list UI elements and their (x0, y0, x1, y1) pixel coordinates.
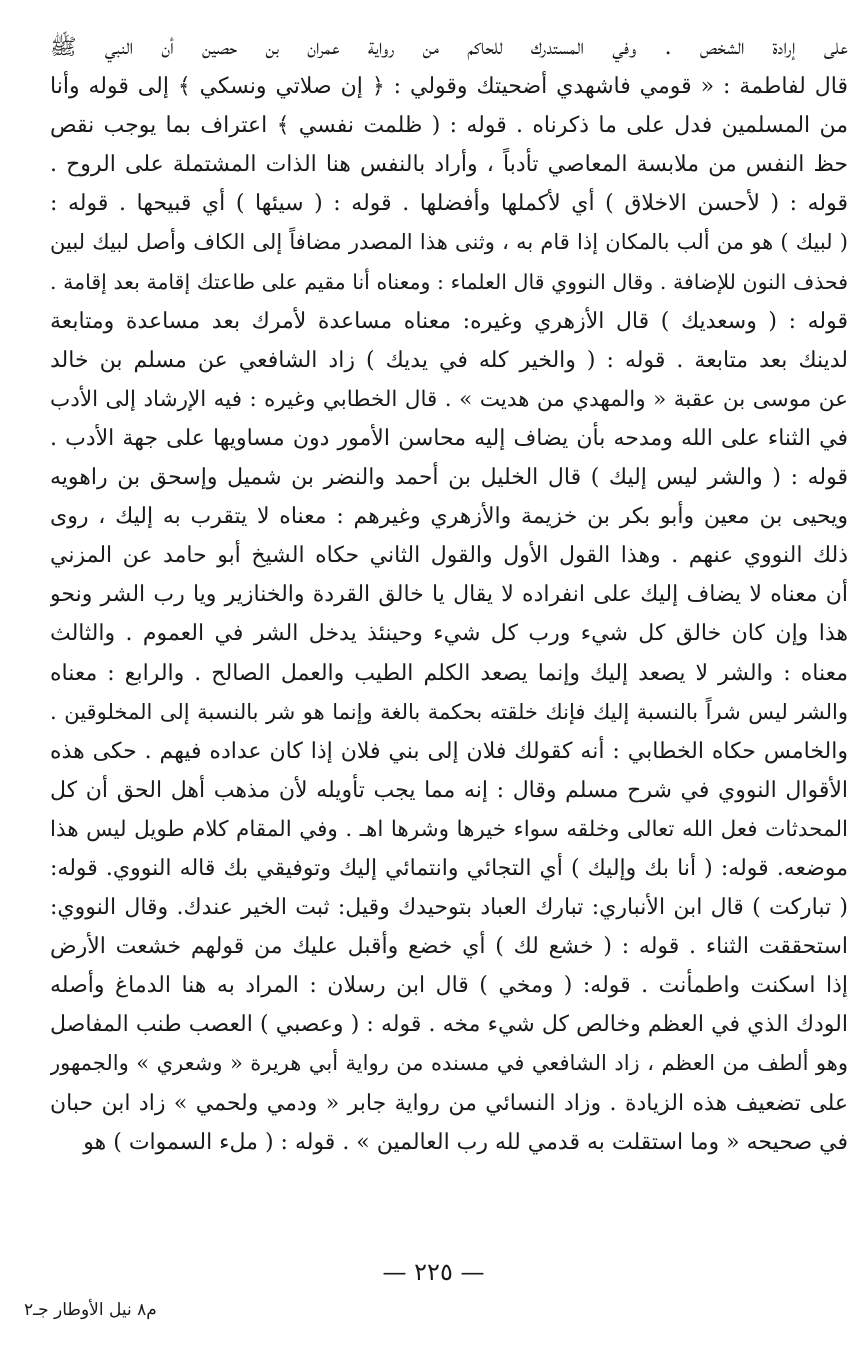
text-line: فحذف النون للإضافة . وقال النووي قال العلماء : ومعناه أنا مقيم على طاعتك إقامة بعد إقامة . (50, 269, 848, 294)
text-line: قال لفاطمة : « قومي فاشهدي أضحيتك وقولي : ﴿ إن صلاتي ونسكي ﴾ إلى قوله وأنا (50, 74, 848, 100)
text-line: قوله : ( وسعديك ) قال الأزهري وغيره: معناه مساعدة لأمرك بعد مساعدة ومتابعة (50, 308, 848, 334)
text-line: ( تباركت ) قال ابن الأنباري: تبارك العباد بتوحيدك وقيل: ثبت الخير عندك. وقال النووي: (50, 895, 848, 921)
text-line: الودك الذي في العظم وخالص كل شيء مخه . قوله : ( وعصبي ) العصب طنب المفاصل (50, 1012, 848, 1038)
text-line: ويحيى بن معين وأبو بكر بن خزيمة والأزهري وغيرهم : معناه لا يتقرب به إليك ، روى (50, 504, 848, 530)
text-line: حظ النفس من ملابسة المعاصي تأدباً ، وأراد بالنفس هنا الذات المشتملة على الروح . (50, 152, 848, 178)
text-line: ذلك النووي عنهم . وهذا القول الأول والقول الثاني حكاه الشيخ أبو حامد عن المزني (50, 543, 848, 569)
footer-note: م٨ نيل الأوطار جـ٢ (24, 1300, 157, 1320)
text-line: وهو ألطف من العظم ، زاد الشافعي في مسنده من رواية أبي هريرة « وشعري » والجمهور (50, 1051, 848, 1076)
text-line: أن معناه لا يضاف إليك على انفراده لا يقال يا خالق القردة والخنازير ويا رب الشر ونحو (50, 582, 848, 608)
text-line: على تضعيف هذه الزيادة . وزاد النسائي من رواية جابر « ودمي ولحمي » زاد ابن حبان (50, 1090, 848, 1116)
text-line: في الثناء على الله ومدحه بأن يضاف إليه محاسن الأمور دون مساويها على جهة الأدب . (50, 425, 848, 451)
text-line: ( لبيك ) هو من ألب بالمكان إذا قام به ، وثنى هذا المصدر مضافاً إلى الكاف وأصل لبيك لبين (50, 230, 848, 255)
text-line: من المسلمين فدل على ما ذكرناه . قوله : ( ظلمت نفسي ﴾ اعتراف بما يوجب نقص (50, 113, 848, 139)
text-line: قوله : ( والشر ليس إليك ) قال الخليل بن أحمد والنضر بن شميل وإسحق بن راهويه (50, 465, 848, 491)
text-line: والشر ليس شراً بالنسبة إليك فإنك خلقته بحكمة بالغة وإنما هو شر بالنسبة إلى المخلوقين . (50, 699, 848, 724)
text-line: استحققت الثناء . قوله : ( خشع لك ) أي خضع وأقبل عليك من قولهم خشعت الأرض (50, 934, 848, 960)
body-text (50, 28, 848, 1162)
text-line: موضعه. قوله: ( أنا بك وإليك ) أي التجائي وانتمائي إليك وتوفيقي بك قاله النووي. قوله: (50, 855, 848, 881)
text-line: قوله : ( لأحسن الاخلاق ) أي لأكملها وأفضلها . قوله : ( سيئها ) أي قبيحها . قوله : (50, 191, 848, 217)
text-line: هذا وإن كان خالق كل شيء ورب كل شيء وحينئذ يدخل الشر في العموم . والثالث (50, 621, 848, 647)
page-number: — ٢٢٥ — (382, 1258, 485, 1286)
text-line: معناه : والشر لا يصعد إليك وإنما يصعد الكلم الطيب والعمل الصالح . والرابع : معناه (50, 660, 848, 686)
text-line: عن موسى بن عقبة « والمهدي من هديت » . قال الخطابي وغيره : فيه الإرشاد إلى الأدب (50, 386, 848, 412)
text-line: المحدثات فعل الله تعالى وخلقه سواء خيرها وشرها اهـ . وفي المقام كلام طويل ليس هذا (50, 816, 848, 842)
text-line: في صحيحه « وما استقلت به قدمي لله رب العالمين » . قوله : ( ملء السموات ) هو (83, 1129, 848, 1155)
text-line: لدينك بعد متابعة . قوله : ( والخير كله في يديك ) زاد الشافعي عن مسلم بن خالد (50, 347, 848, 373)
text-line: والخامس حكاه الخطابي : أنه كقولك فلان إلى بني فلان إذا كان عداده فيهم . حكى هذه (50, 738, 848, 764)
text-line: الأقوال النووي في شرح مسلم وقال : إنه مما يجب تأويله لأن مذهب أهل الحق أن كل (50, 777, 848, 803)
text-line: إذا اسكنت واطمأنت . قوله: ( ومخي ) قال ابن رسلان : المراد به هنا الدماغ وأصله (50, 973, 848, 999)
text-line: على إرادة الشخص . وفي المستدرك للحاكم من رواية عمران بن حصين أن النبي ﷺ (50, 35, 848, 60)
